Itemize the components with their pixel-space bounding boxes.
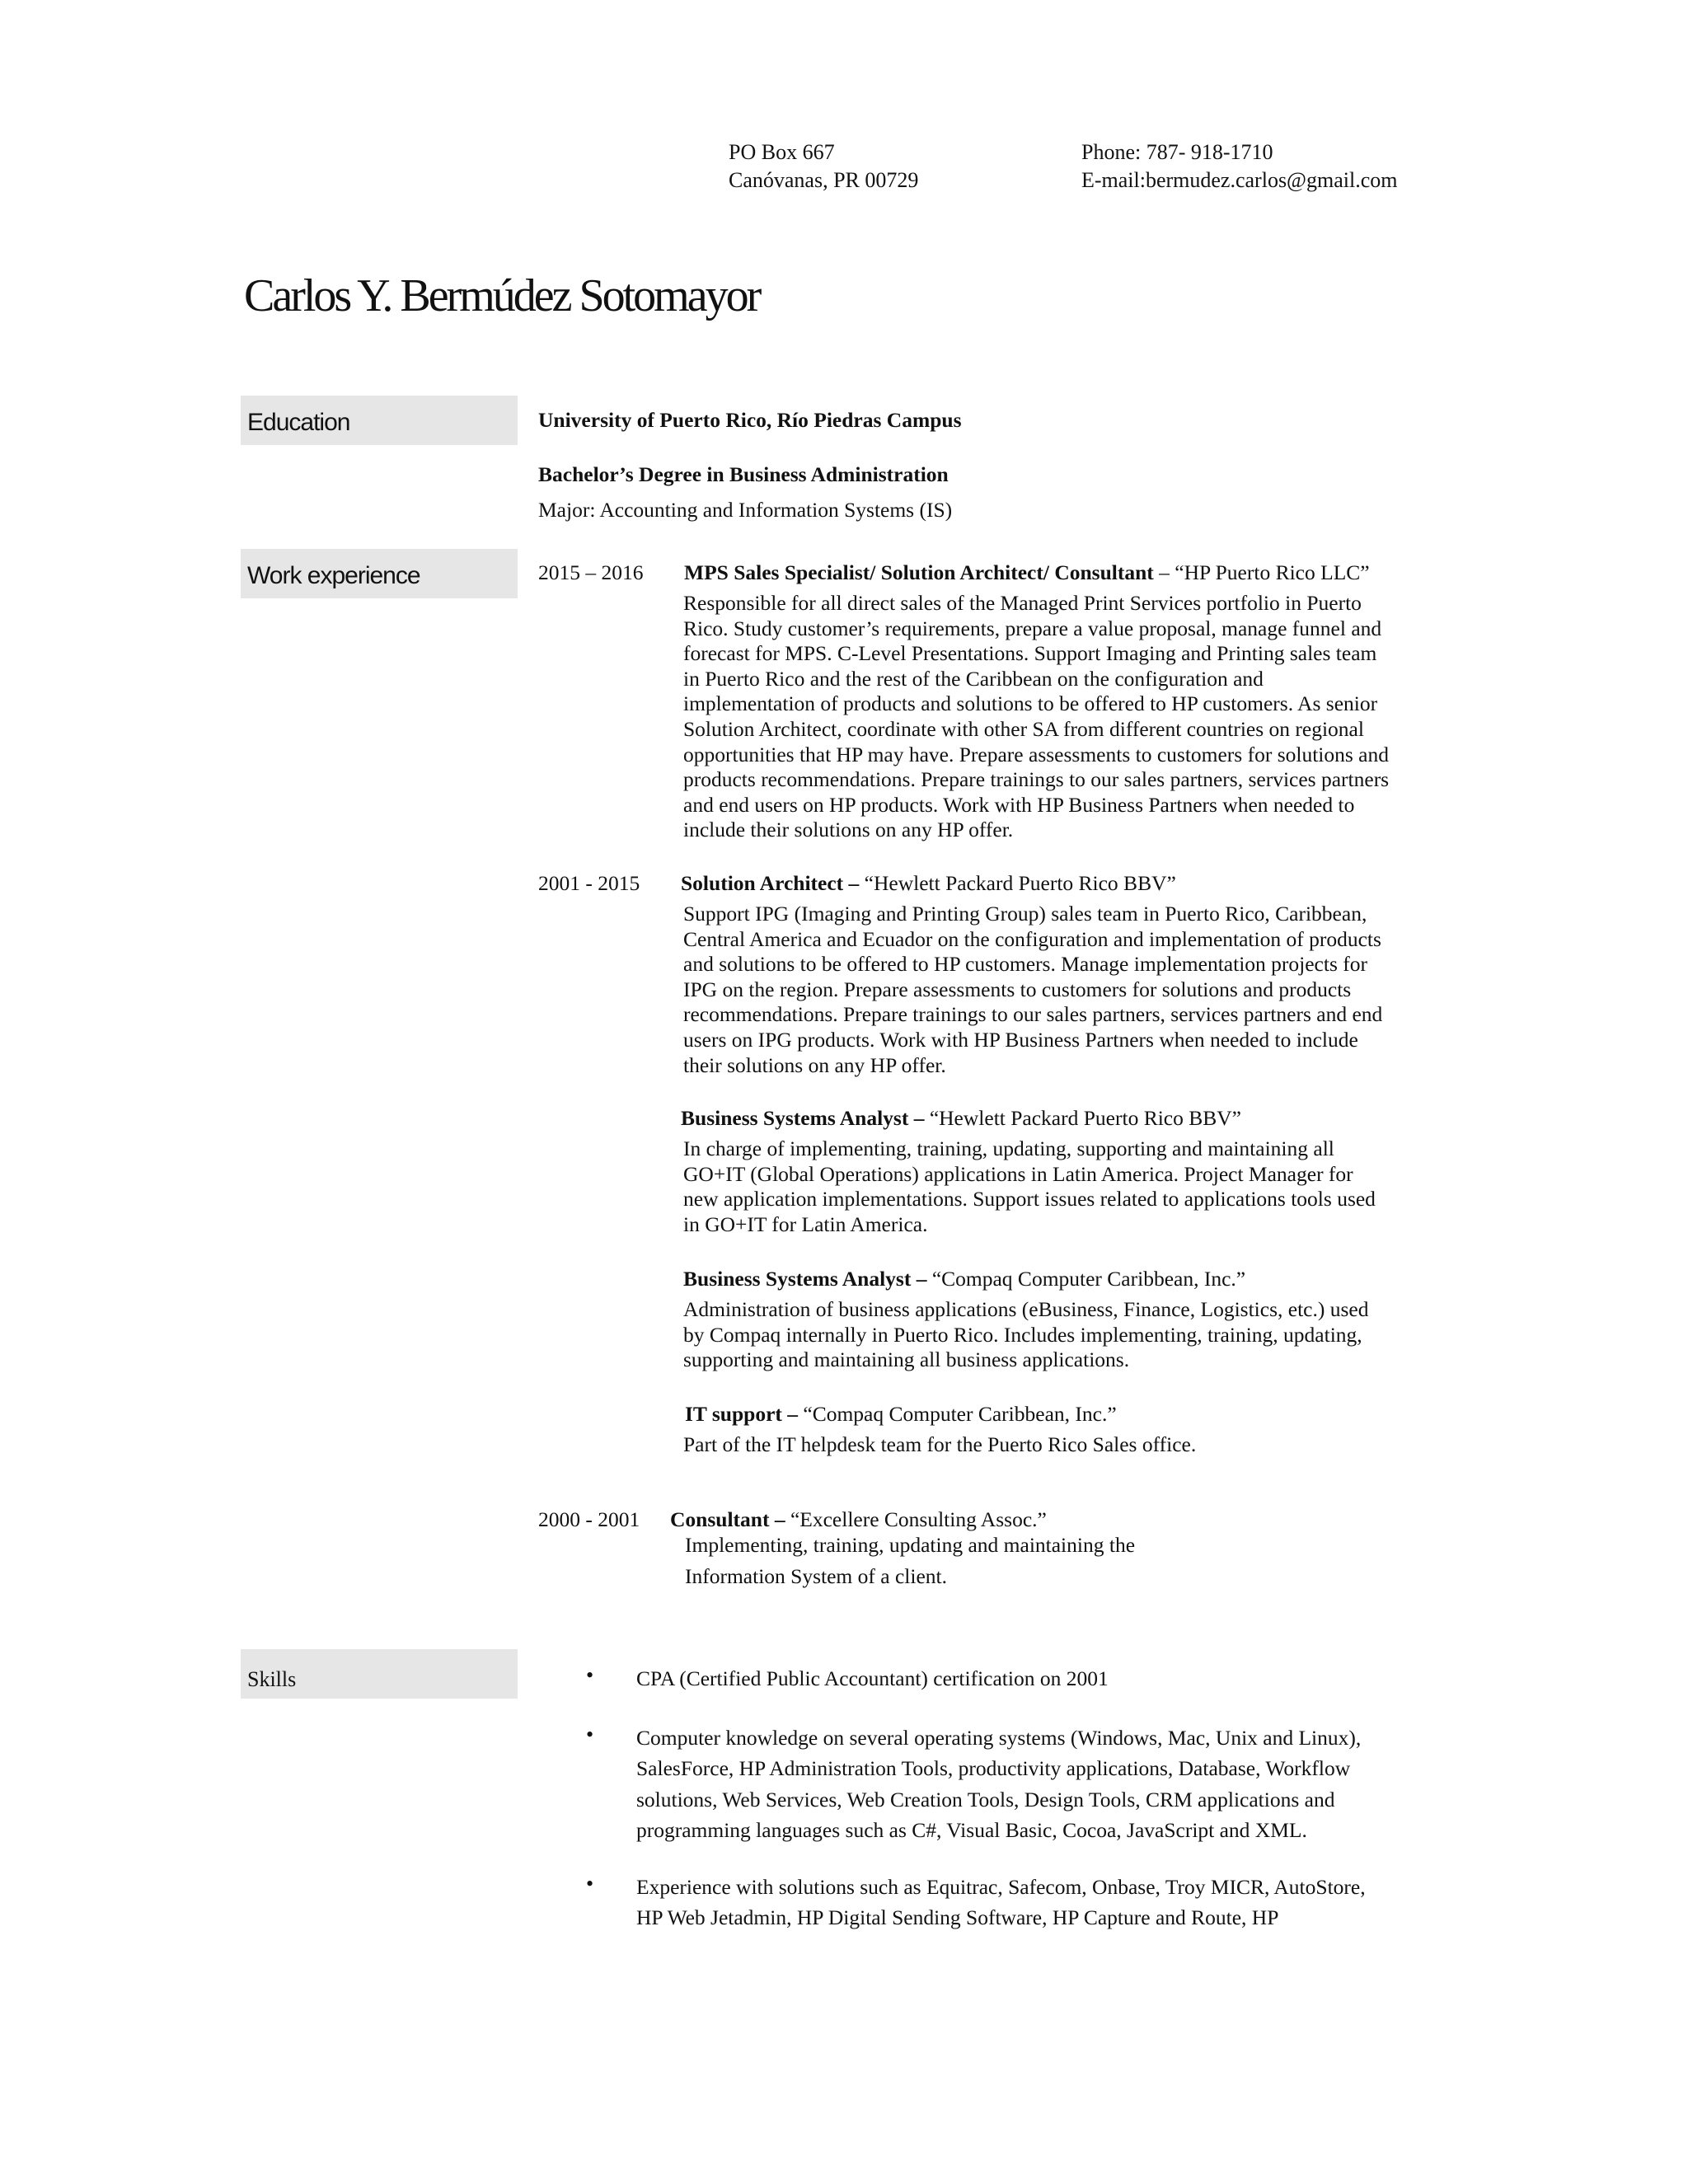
email[interactable]: E-mail:bermudez.carlos@gmail.com — [1081, 168, 1398, 192]
job-separator: – — [1153, 560, 1175, 584]
bullet-icon: • — [586, 1722, 594, 1746]
desc-line: GO+IT (Global Operations) applications in Latin America. Project Manager for — [683, 1161, 1353, 1186]
skill-line: solutions, Web Services, Web Creation Tools, Design Tools, CRM applications and — [636, 1787, 1335, 1811]
job-title: Business Systems Analyst – — [681, 1106, 925, 1130]
desc-line: products recommendations. Prepare trainings to our sales partners, services partners — [683, 767, 1390, 792]
job-dates: 2015 – 2016 — [538, 560, 644, 584]
desc-line: opportunities that HP may have. Prepare assessments to customers for solutions and — [683, 742, 1389, 766]
desc-line: and end users on HP products. Work with HP Business Partners when needed to — [683, 792, 1355, 817]
job-description — [683, 902, 1382, 1078]
job-description — [683, 1137, 1376, 1237]
desc-line: In charge of implementing, training, updating, supporting and maintaining all — [683, 1137, 1334, 1160]
desc-line: include their solutions on any HP offer. — [683, 818, 1014, 842]
job-heading — [685, 1402, 1117, 1427]
education-major: Major: Accounting and Information Systems (IS) — [538, 498, 953, 522]
job-title: IT support – — [685, 1402, 799, 1426]
job-description — [683, 1297, 1368, 1373]
bullet-icon: • — [586, 1872, 594, 1896]
desc-line: IPG on the region. Prepare assessments to customers for solutions and products — [683, 977, 1352, 1001]
job-company: “Hewlett Packard Puerto Rico BBV” — [929, 1106, 1241, 1130]
job-company: “HP Puerto Rico LLC” — [1175, 560, 1370, 584]
desc-line: implementation of products and solutions to be offered to HP customers. As senior — [683, 691, 1378, 716]
job-company: “Compaq Computer Caribbean, Inc.” — [931, 1267, 1246, 1291]
desc-line: in GO+IT for Latin America. — [683, 1212, 928, 1236]
desc-line: Support IPG (Imaging and Printing Group) sales team in Puerto Rico, Caribbean, — [683, 902, 1367, 926]
desc-line: in Puerto Rico and the rest of the Caribbean on the configuration and — [683, 666, 1264, 691]
desc-line: Implementing, training, updating and maintaining the — [685, 1533, 1136, 1557]
desc-line: users on IPG products. Work with HP Business Partners when needed to include — [683, 1027, 1358, 1052]
job-heading — [681, 871, 1176, 897]
education-label: Education — [247, 409, 350, 436]
address-line-1: PO Box 667 — [729, 140, 835, 164]
skill-line: Experience with solutions such as Equitrac, Safecom, Onbase, Troy MICR, AutoStore, — [636, 1875, 1366, 1899]
skill-item — [636, 1663, 1109, 1694]
desc-line: forecast for MPS. C-Level Presentations. Support Imaging and Printing sales team — [683, 641, 1377, 666]
desc-line: Information System of a client. — [685, 1564, 947, 1588]
desc-line: Rico. Study customer’s requirements, prepare a value proposal, manage funnel and — [683, 616, 1382, 640]
address-line-2: Canóvanas, PR 00729 — [729, 168, 919, 192]
job-dates: 2000 - 2001 — [538, 1507, 640, 1531]
skill-line: programming languages such as C#, Visual Basic, Cocoa, JavaScript and XML. — [636, 1817, 1307, 1842]
education-school: University of Puerto Rico, Río Piedras Campus — [538, 408, 962, 432]
skill-line: SalesForce, HP Administration Tools, productivity applications, Database, Workflow — [636, 1756, 1351, 1781]
desc-line: Part of the IT helpdesk team for the Puerto Rico Sales office. — [683, 1432, 1197, 1456]
job-company: “Hewlett Packard Puerto Rico BBV” — [864, 871, 1176, 895]
desc-line: their solutions on any HP offer. — [683, 1052, 946, 1077]
education-degree: Bachelor’s Degree in Business Administration — [538, 462, 949, 486]
job-heading — [670, 1507, 1047, 1533]
job-title: Business Systems Analyst – — [683, 1267, 927, 1291]
desc-line: Central America and Ecuador on the configuration and implementation of products — [683, 926, 1381, 951]
desc-line: Responsible for all direct sales of the Managed Print Services portfolio in Puerto — [683, 591, 1362, 615]
section-label-skills — [241, 1649, 518, 1699]
desc-line: Solution Architect, coordinate with other SA from different countries on regional — [683, 716, 1364, 741]
skill-line: CPA (Certified Public Accountant) certification on 2001 — [636, 1666, 1109, 1690]
desc-line: by Compaq internally in Puerto Rico. Includes implementing, training, updating, — [683, 1322, 1362, 1347]
skill-line: HP Web Jetadmin, HP Digital Sending Software, HP Capture and Route, HP — [636, 1905, 1279, 1930]
job-heading — [684, 560, 1370, 586]
address-block — [729, 138, 918, 194]
skill-line: Computer knowledge on several operating systems (Windows, Mac, Unix and Linux), — [636, 1726, 1362, 1750]
job-title: MPS Sales Specialist/ Solution Architect/ Consultant — [684, 560, 1154, 584]
skills-label: Skills — [247, 1667, 297, 1691]
job-company: “Compaq Computer Caribbean, Inc.” — [803, 1402, 1117, 1426]
phone: Phone: 787- 918-1710 — [1081, 140, 1273, 164]
job-title: Solution Architect – — [681, 871, 860, 895]
skill-item — [636, 1722, 1361, 1845]
job-heading — [683, 1267, 1245, 1292]
bullet-icon: • — [586, 1663, 594, 1687]
desc-line: recommendations. Prepare trainings to our sales partners, services partners and end — [683, 1002, 1383, 1027]
job-company: “Excellere Consulting Assoc.” — [790, 1507, 1047, 1531]
section-label-education — [241, 396, 518, 445]
job-title: Consultant – — [670, 1507, 785, 1531]
contact-block — [1081, 138, 1397, 194]
work-experience-label: Work experience — [247, 562, 420, 589]
desc-line: supporting and maintaining all business applications. — [683, 1347, 1130, 1372]
job-description — [683, 1432, 1196, 1458]
candidate-name: Carlos Y. Bermúdez Sotomayor — [244, 270, 760, 321]
job-heading — [681, 1106, 1241, 1132]
desc-line: new application implementations. Support issues related to applications tools used — [683, 1187, 1376, 1212]
desc-line: and solutions to be offered to HP customers. Manage implementation projects for — [683, 952, 1367, 977]
desc-line: Administration of business applications (eBusiness, Finance, Logistics, etc.) used — [683, 1297, 1369, 1321]
job-description — [683, 591, 1389, 843]
job-dates: 2001 - 2015 — [538, 871, 640, 895]
section-label-work-experience — [241, 549, 518, 598]
skill-item — [636, 1872, 1366, 1933]
